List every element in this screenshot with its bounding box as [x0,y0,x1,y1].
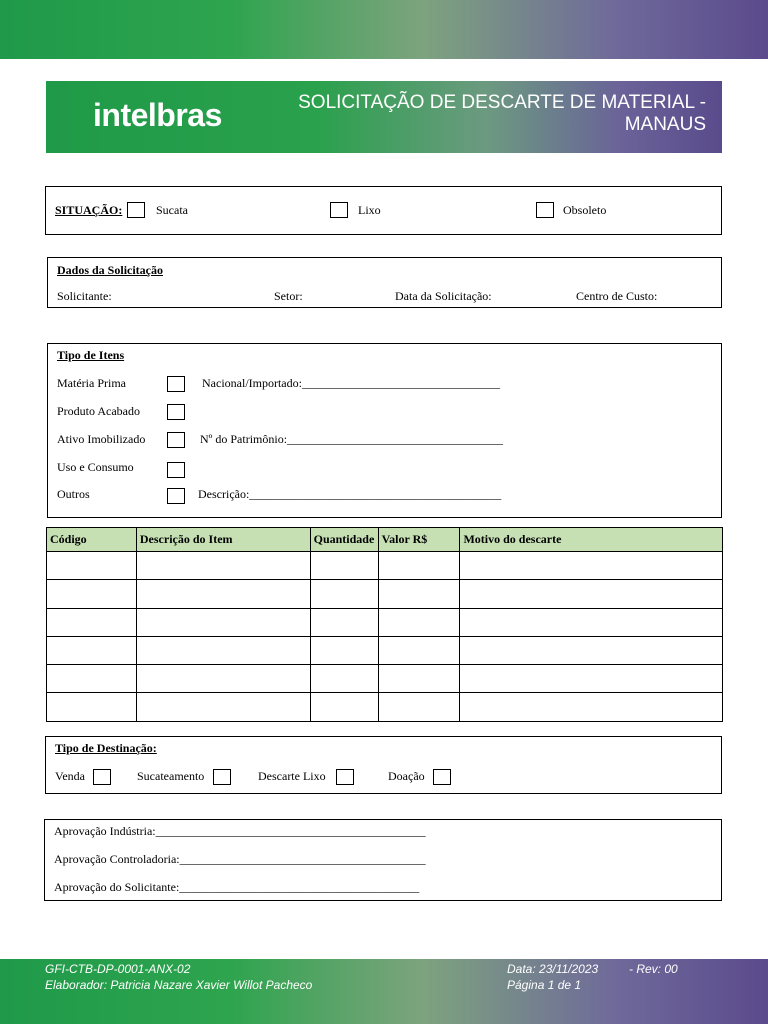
footer-rev: - Rev: 00 [629,962,678,976]
table-cell[interactable] [378,665,460,693]
doacao-checkbox[interactable] [433,769,451,785]
header-motivo: Motivo do descarte [460,528,723,552]
aprovacao-solicitante-field[interactable]: Aprovação do Solicitante:________________________________________ [54,880,420,894]
footer-page: Página 1 de 1 [507,978,582,992]
table-row [47,665,723,693]
table-cell[interactable] [136,552,310,580]
tipo-itens-section [47,343,722,518]
destinacao-title: Tipo de Destinação: [55,741,157,755]
top-banner [0,0,768,59]
table-cell[interactable] [47,580,137,608]
intelbras-logo: intelbras [93,97,222,133]
table-cell[interactable] [378,552,460,580]
dados-solicitacao-section [47,257,722,308]
ativo-imobilizado-label: Ativo Imobilizado [57,432,146,446]
table-cell[interactable] [460,636,723,664]
situacao-section [45,186,722,235]
document-footer [0,959,768,1024]
uso-consumo-checkbox[interactable] [167,462,185,478]
document-title: SOLICITAÇÃO DE DESCARTE DE MATERIAL - MANAUS [298,92,706,135]
doc-code: GFI-CTB-DP-0001-ANX-02 [45,962,191,976]
table-cell[interactable] [460,552,723,580]
sucateamento-label: Sucateamento [137,769,205,783]
elaborador: Elaborador: Patricia Nazare Xavier Willot Pacheco [45,978,313,992]
patrimonio-field[interactable]: Nº do Patrimônio:____________________________________ [200,432,504,446]
table-cell[interactable] [378,580,460,608]
footer-date: Data: 23/11/2023 [507,962,599,976]
sucata-checkbox[interactable] [127,202,145,218]
table-cell[interactable] [47,608,137,636]
table-cell[interactable] [136,665,310,693]
materia-prima-checkbox[interactable] [167,376,185,392]
header-descricao: Descrição do Item [136,528,310,552]
aprovacao-controladoria-field[interactable]: Aprovação Controladoria:_________________________________________ [54,852,426,866]
sucata-label: Sucata [156,203,188,217]
header-valor: Valor R$ [378,528,460,552]
aprovacao-industria-field[interactable]: Aprovação Indústria:_____________________________________________ [54,824,426,838]
header-quantidade: Quantidade [310,528,378,552]
venda-checkbox[interactable] [93,769,111,785]
ativo-imobilizado-checkbox[interactable] [167,432,185,448]
produto-acabado-checkbox[interactable] [167,404,185,420]
outros-label: Outros [57,487,90,501]
table-cell[interactable] [47,636,137,664]
header-codigo: Código [47,528,137,552]
table-cell[interactable] [136,608,310,636]
descarte-lixo-label: Descarte Lixo [258,769,326,783]
produto-acabado-label: Produto Acabado [57,404,140,418]
tipo-itens-title: Tipo de Itens [57,348,125,362]
table-cell[interactable] [310,580,378,608]
setor-field[interactable]: Setor: [274,289,303,303]
table-cell[interactable] [136,580,310,608]
table-cell[interactable] [47,693,137,721]
table-cell[interactable] [378,608,460,636]
table-cell[interactable] [47,665,137,693]
dados-title: Dados da Solicitação [57,263,164,277]
centro-custo-field[interactable]: Centro de Custo: [576,289,658,303]
uso-consumo-label: Uso e Consumo [57,460,134,474]
table-row [47,693,723,721]
table-cell[interactable] [310,636,378,664]
document-header [46,81,722,153]
data-solicitacao-field[interactable]: Data da Solicitação: [395,289,492,303]
table-cell[interactable] [460,608,723,636]
materia-prima-label: Matéria Prima [57,376,126,390]
lixo-checkbox[interactable] [330,202,348,218]
descarte-lixo-checkbox[interactable] [336,769,354,785]
table-cell[interactable] [47,552,137,580]
table-row [47,608,723,636]
aprovacao-section [44,819,722,901]
situacao-label: SITUAÇÃO: [55,203,123,217]
table-cell[interactable] [310,608,378,636]
table-row [47,636,723,664]
venda-label: Venda [55,769,85,783]
table-cell[interactable] [136,636,310,664]
table-cell[interactable] [460,580,723,608]
table-cell[interactable] [310,693,378,721]
sucateamento-checkbox[interactable] [213,769,231,785]
table-cell[interactable] [460,665,723,693]
descricao-field[interactable]: Descrição:__________________________________________ [198,487,502,501]
obsoleto-checkbox[interactable] [536,202,554,218]
table-row [47,580,723,608]
outros-checkbox[interactable] [167,488,185,504]
table-cell[interactable] [310,552,378,580]
table-cell[interactable] [310,665,378,693]
obsoleto-label: Obsoleto [563,203,607,217]
nacional-importado-field[interactable]: Nacional/Importado:_________________________________ [202,376,500,390]
table-cell[interactable] [136,693,310,721]
destinacao-section [45,736,722,794]
table-cell[interactable] [460,693,723,721]
table-header-row [47,528,723,552]
table-cell[interactable] [378,693,460,721]
doacao-label: Doação [388,769,425,783]
lixo-label: Lixo [358,203,381,217]
table-row [47,552,723,580]
items-table [46,527,723,722]
table-cell[interactable] [378,636,460,664]
solicitante-field[interactable]: Solicitante: [57,289,112,303]
